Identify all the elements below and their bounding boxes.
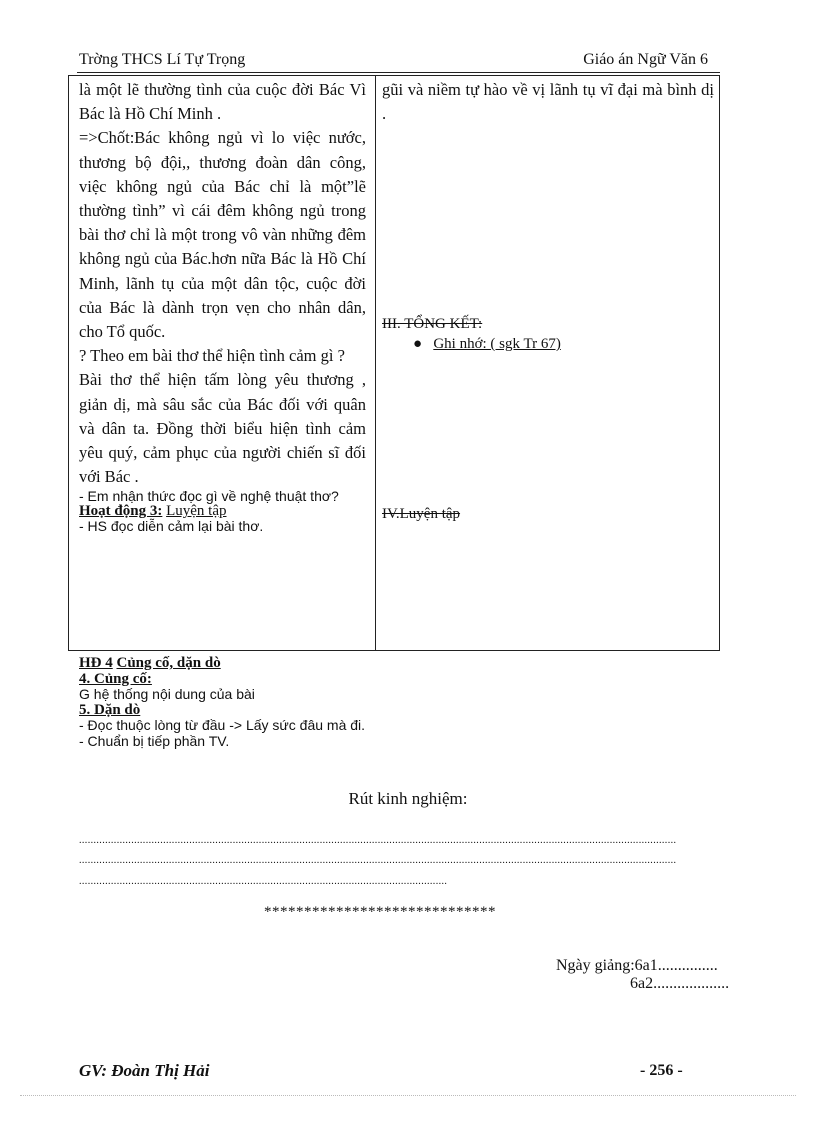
left-para-1: là một lẽ thường tình của cuộc đời Bác Vì Bác là Hồ Chí Minh . [79,80,366,124]
s4-title: 4. Củng cố: [79,670,152,687]
table-column-divider [375,75,376,651]
hd4-title: Củng cố, dặn dò [116,655,221,671]
activity-line: - HS đọc diễn cảm lại bài thơ. [79,518,264,535]
left-column [79,78,366,534]
header-school: Trờng THCS Lí Tự Trọng [79,51,246,68]
s5-title: 5. Dặn dò [79,701,141,718]
left-answer: Bài thơ thể hiện tấm lòng yêu thương , giản dị, mà sâu sắc của Bác đối với quân và dân ta. Đồng thời biểu hiện tình cảm yêu quý, cảm phục của người chiến sĩ đối với Bác . [79,370,366,487]
rut-kinh-nghiem: Rút kinh nghiệm: [348,789,468,808]
right-column [382,78,714,126]
dotted-line-2: .............................................................................................................................................................................................................. [79,855,677,866]
s5-line-2: - Chuẩn bị tiếp phần TV. [79,732,230,749]
hd4-heading [79,656,719,672]
s5-line-1: - Đọc thuộc lòng từ đầu -> Lấy sức đâu mà đi. [79,717,366,733]
s4-text: G hệ thống nội dung của bài [79,686,255,702]
right-top-text: gũi và niềm tự hào về vị lãnh tụ vĩ đại mà bình dị . [382,80,714,124]
dotted-line-1: .............................................................................................................................................................................................................. [79,835,677,846]
bullet-text: Ghi nhớ: ( sgk Tr 67) [433,336,561,352]
activity-title: Luyện tập [166,503,227,520]
footer-divider [20,1095,796,1096]
teaching-date-2: 6a2................... [630,975,730,992]
section-practice: IV.Luyện tập [382,506,461,522]
section-summary: III. TỔNG KẾT: [382,316,483,332]
activity-label: Hoạt động 3: [79,503,163,520]
lower-section [79,656,719,749]
art-question: - Em nhận thức đọc gì về nghệ thuật thơ? [79,488,339,505]
summary-bullet [413,336,561,353]
bullet-icon: ● [413,336,434,352]
left-question: ? Theo em bài thơ thể hiện tình cảm gì ? [79,346,345,366]
left-para-2: =>Chốt:Bác không ngủ vì lo việc nước, thương bộ đội,, thương đoàn dân công, việc không ngủ của Bác chỉ là một”lẽ thường tình” vì cái đêm không ngủ trong bài thơ chỉ là một trong vô vàn những đêm không ngủ của Bác.hơn nữa Bác là Hồ Chí Minh, lãnh tụ của một dân tộc, cuộc đời của Bác là dành trọn vẹn cho nhân dân, cho Tổ quốc. [79,128,366,342]
dotted-line-3: ............................................................................................................................... [79,876,448,887]
header-subject: Giáo án Ngữ Văn 6 [583,51,708,68]
footer-page-number: - 256 - [640,1062,683,1079]
teaching-date-1: Ngày giảng:6a1............... [556,957,718,974]
star-separator: ***************************** [264,904,496,920]
footer-teacher: GV: Đoàn Thị Hải [79,1061,210,1080]
hd4-label: HĐ 4 [79,655,113,671]
activity-heading [79,504,366,519]
header-divider [77,72,720,73]
